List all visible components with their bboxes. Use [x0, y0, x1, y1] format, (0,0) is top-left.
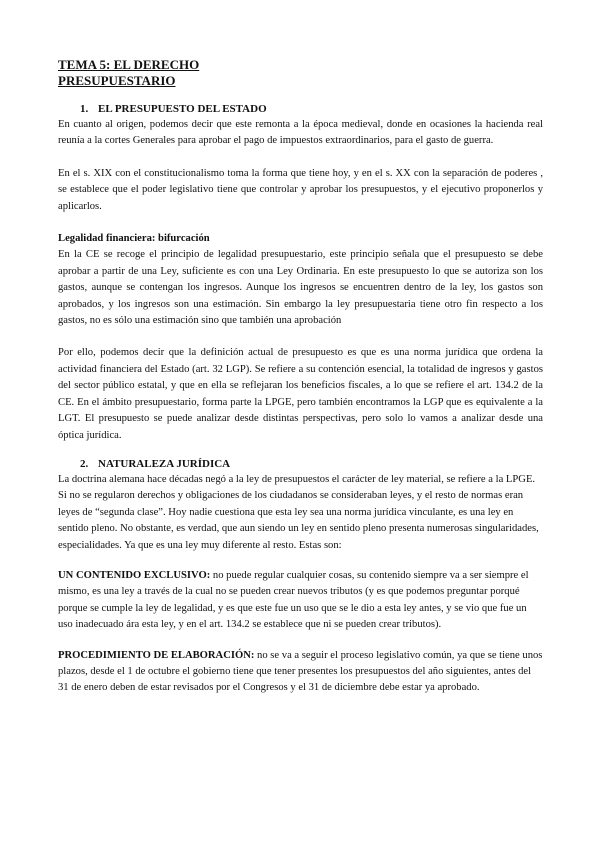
section-1-paragraph-legalidad: En la CE se recoge el principio de legalidad presupuestario, este principio señala que el presupuesto se debe aprobar a partir de una Ley, suficiente es con una Ley Ordinaria. En este presupuesto lo que se autoriza son los gastos, aunque se contengan los ingresos. Aunque los ingresos se encuentren dentro de la ley, los gastos son aprobados, y los ingresos son una estimación. Sin embargo la ley presupuestaria tiene otro fin respecto a los gastos, no es sólo una estimación sino que también una aprobación — [58, 249, 543, 327]
section-1-paragraph-constitutionalism: En el s. XIX con el constitucionalismo toma la forma que tiene hoy, y en el s. XX con la separación de poderes , se establece que el poder legislativo tiene que controlar y aprobar los presupuestos, y el ejecutivo proponerlos y aplicarlos. — [58, 167, 543, 212]
list-item-procedimiento — [58, 648, 543, 697]
list-item-contenido-exclusivo — [58, 568, 543, 634]
section-2-paragraph-doctrine: La doctrina alemana hace décadas negó a la ley de presupuestos el carácter de ley material, se refiere a la LPGE. Si no se regularon derechos y obligaciones de los ciudadanos se consideraban leyes, y el resto de normas eran leyes de “segunda clase”. Hoy nadie cuestiona que esta ley sea una norma jurídica vinculante, es una ley en sentido pleno. No obstante, es verdad, que aun siendo un ley en sentido pleno presenta numerosas singularidades, especialidades. Ya que es una ley muy diferente al resto. Estas son: — [58, 473, 539, 551]
section-2-number: 2. — [80, 457, 89, 470]
list-item-text: no puede regular cualquier cosas, su contenido siempre va a ser siempre el mismo, es una ley a través de la cual no se pueden crear nuevos tributos (y es que podemos preguntar porqué porque se cumple la ley de legalidad, y es que este fue un uso que se le dio a esta ley antes, y se vio que fue un uso inadecuado ára esta ley, y en el art. 134.2 se establece que ni se pueden crear tributos). — [58, 569, 529, 631]
section-2-heading-text: NATURALEZA JURÍDICA — [98, 457, 231, 470]
page-title-line-2: PRESUPUESTARIO — [58, 73, 176, 88]
document-body — [58, 57, 543, 697]
section-1-number: 1. — [80, 103, 89, 115]
list-item-lead: UN CONTENIDO EXCLUSIVO: — [58, 569, 211, 581]
list-item-lead: PROCEDIMIENTO DE ELABORACIÓN: — [58, 649, 255, 661]
page-title — [58, 57, 543, 89]
section-1-paragraph-definition: Por ello, podemos decir que la definición actual de presupuesto es que es una norma jurídica que ordena la actividad financiera del Estado (art. 32 LGP). Se refiere a su contención esencial, la totalidad de ingresos y gastos del sector público estatal, y que en ella se reflejaran los beneficios fiscales, a lo que se refiere el art. 134.2 de la CE. En el ámbito presupuestario, forma parte la LPGE, pero también encontramos la LGP que es equivalente a la LGT. El presupuesto se puede analizar desde distintas perspectivas, pero solo lo vamos a analizar desde una óptica jurídica. — [58, 347, 543, 441]
section-1-heading-text: EL PRESUPUESTO DEL ESTADO — [98, 103, 267, 115]
subheading-legalidad: Legalidad financiera: bifurcación — [58, 233, 210, 245]
section-2-heading — [80, 456, 543, 472]
list-item-text: no se va a seguir el proceso legislativo común, ya que se tiene unos plazos, desde el 1 de octubre el gobierno tiene que tener presentes los presupuestos del año siguientes, antes del 31 de enero deben de estar revisados por el Congresos y el 31 de diciembre debe estar ya aprobado. — [58, 649, 543, 694]
section-1-paragraph-origin: En cuanto al origen, podemos decir que este remonta a la época medieval, donde en ocasiones la hacienda real reunía a la cortes Generales para aprobar el pago de impuestos extraordinarios, para el gasto de guerra. — [58, 119, 543, 147]
page-title-line-1: TEMA 5: EL DERECHO — [58, 57, 200, 72]
section-1-heading — [80, 101, 543, 117]
